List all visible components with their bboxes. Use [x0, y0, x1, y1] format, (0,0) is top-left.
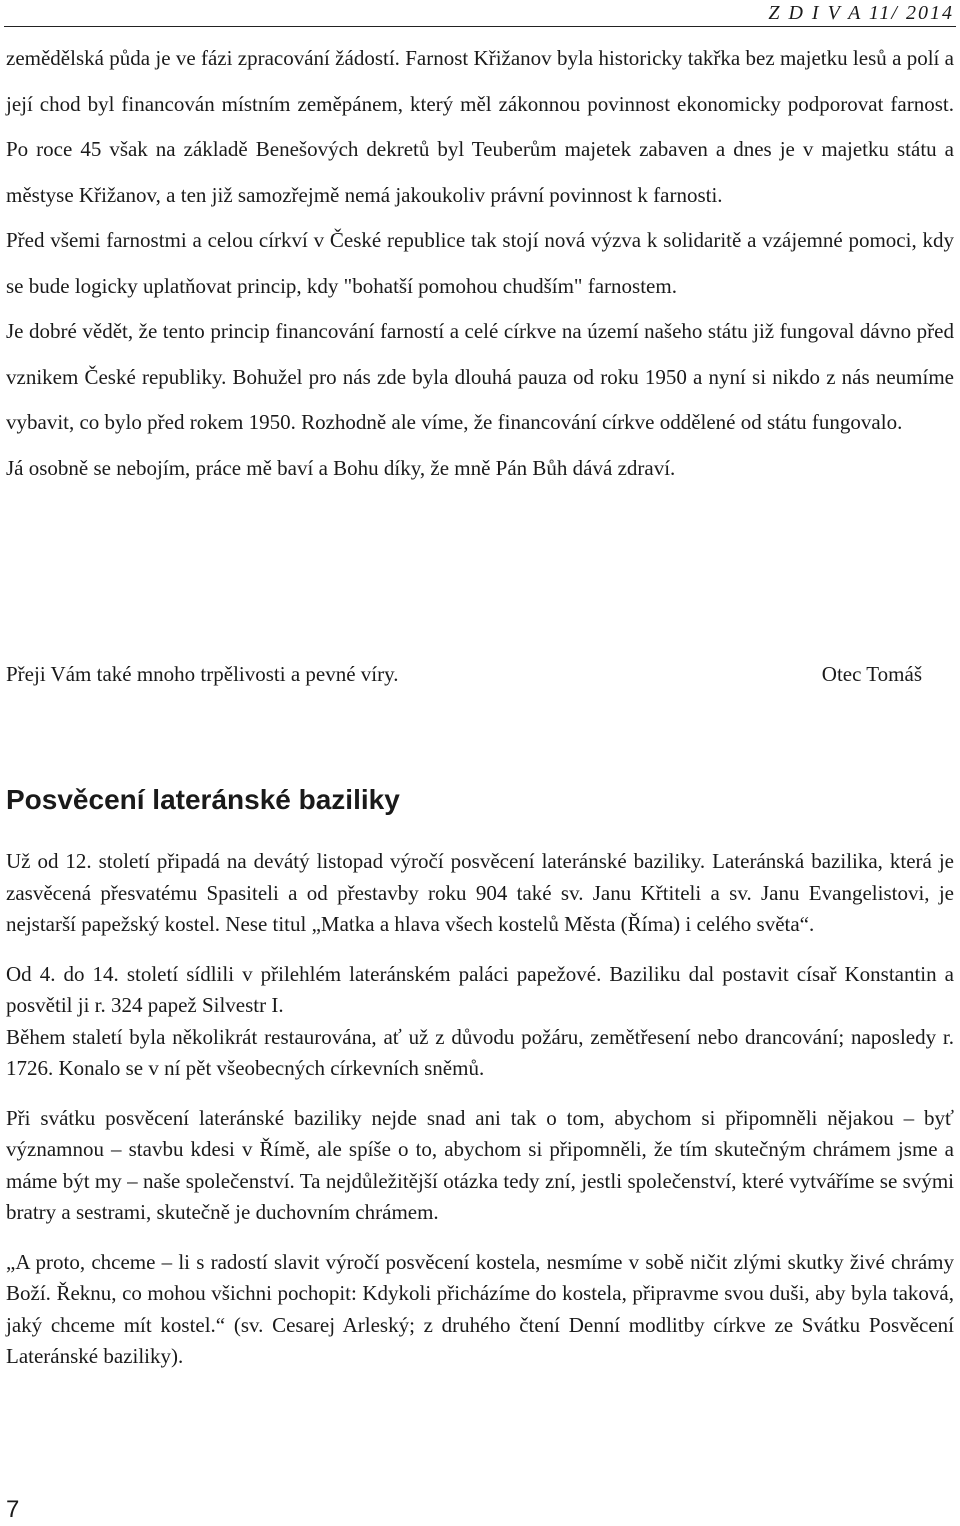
section-heading: Posvěcení lateránské baziliky [6, 784, 400, 815]
signature: Otec Tomáš [821, 662, 922, 686]
paragraph: Před všemi farnostmi a celou církví v České republice tak stojí nová výzva k solidaritě a vzájemné pomoci, kdy se bude logicky uplatňovat princip, kdy "bohatší pomohou chudším" farnostem. [6, 228, 954, 298]
paragraph: Je dobré vědět, že tento princip financování farností a celé církve na území našeho státu již fungoval dávno před vznikem České republiky. Bohužel pro nás zde byla dlouhá pauza od roku 1950 a nyní si nikdo z nás neumíme vybavit, co bylo před rokem 1950. Rozhodně ale víme, že financování církve oddělené od státu fungovalo. [6, 319, 954, 434]
paragraph: zemědělská půda je ve fázi zpracování žádostí. Farnost Křižanov byla historicky takřka bez majetku lesů a polí a její chod byl financován místním zeměpánem, který měl zákonnou povinnost ekonomicky podporovat farnost. Po roce 45 však na základě Benešových dekretů byl Teuberům majetek zabaven a dnes je v majetku státu a městyse Křižanov, a ten již samozřejmě nemá jakoukoliv právní povinnost k farnosti. [6, 46, 954, 207]
paragraph: Během staletí byla několikrát restaurována, ať už z důvodu požáru, zemětřesení nebo drancování; naposledy r. 1726. Konalo se v ní pět všeobecných církevních sněmů. [6, 1024, 954, 1080]
paragraph-gap [6, 941, 954, 959]
closing-wish: Přeji Vám také mnoho trpělivosti a pevné víry. [6, 662, 399, 686]
paragraph: „A proto, chceme – li s radostí slavit výročí posvěcení kostela, nesmíme v sobě ničit zlými skutky živé chrámy Boží. Řeknu, co mohou všichni pochopit: Kdykoli přicházíme do kostela, připravme svou duši, aby byla taková, jaký chceme mít kostel.“ (sv. Cesarej Arleský; z druhého čtení Denní modlitby církve ze Svátku Posvěcení Lateránské baziliky). [6, 1249, 954, 1368]
paragraph-gap [6, 1085, 954, 1103]
paragraph: Už od 12. století připadá na devátý listopad výročí posvěcení lateránské baziliky. Lateránská bazilika, která je zasvěcená přesvatému Spasiteli a od přestavby roku 904 také sv. Janu Křtiteli a sv. Janu Evangelistovi, je nejstarší papežský kostel. Nese titul „Matka a hlava všech kostelů Města (Říma) i celého světa“. [6, 849, 954, 936]
article-text-section [6, 36, 954, 491]
basilica-text-section [6, 846, 954, 1373]
paragraph: Od 4. do 14. století sídlili v přilehlém lateránském paláci papežové. Baziliku dal postavit císař Konstantin a posvětil ji r. 324 papež Silvestr I. [6, 961, 954, 1017]
paragraph-gap [6, 1229, 954, 1247]
page-number: 7 [6, 1496, 20, 1523]
page-header [0, 0, 960, 28]
paragraph: Při svátku posvěcení lateránské baziliky nejde snad ani tak o tom, abychom si připomněli nějakou – byť významnou – stavbu kdesi v Římě, ale spíše o to, abychom si připomněli, že tím skutečným chrámem jsme a máme být my – naše společenství. Ta nejdůležitější otázka tedy zní, jestli společenství, které vytváříme se svými bratry a sestrami, skutečně je duchovním chrámem. [6, 1105, 954, 1224]
paragraph: Já osobně se nebojím, práce mě baví a Bohu díky, že mně Pán Bůh dává zdraví. [6, 455, 676, 480]
header-rule [4, 26, 956, 27]
magazine-title: Z D I V A 11/ 2014 [768, 2, 954, 24]
